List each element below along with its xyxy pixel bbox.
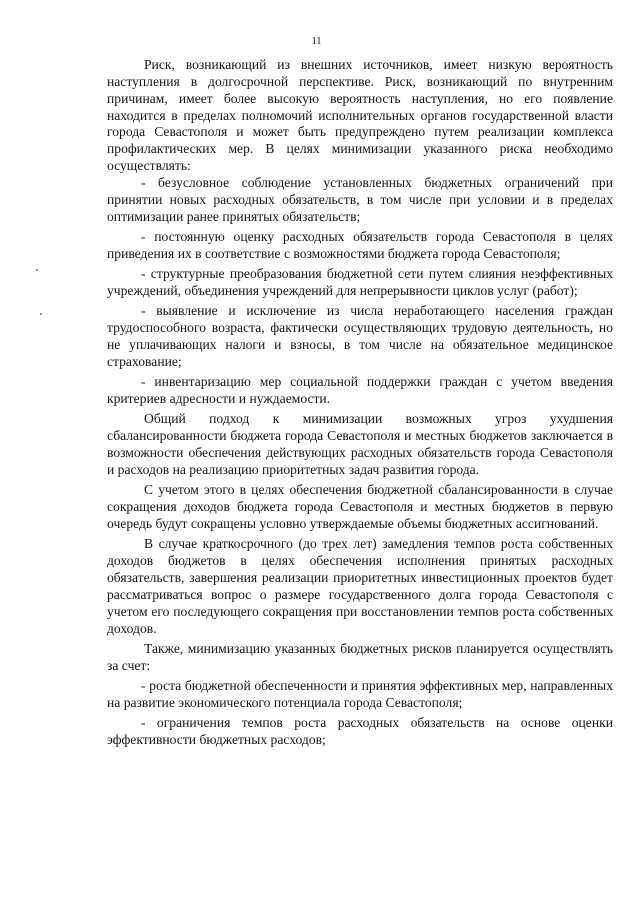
paragraph-budget-balance: С учетом этого в целях обеспечения бюджетной сбалансированности в случае сокращения доходов бюджета города Севастополя и местных бюджетов в первую очередь будут сокращены условно утверждаемые объемы бюджетных ассигнований.: [107, 482, 613, 531]
paragraph-risk-sources: Риск, возникающий из внешних источников, имеет низкую вероятность наступления в долгосрочной перспективе. Риск, возникающий по внутренним причинам, имеет более высокую вероятность наступления, но его появление находится в пределах полномочий исполнительных органов государственной власти города Севастополя и может быть предупреждено путем реализации комплекса профилактических мер. В целях минимизации указанного риска необходимо осуществлять:: [107, 57, 613, 174]
page-number: 11: [311, 36, 322, 47]
scan-speck: [36, 269, 38, 271]
paragraph-general-approach: Общий подход к минимизации возможных угроз ухудшения сбалансированности бюджета города Севастополя и местных бюджетов заключается в возможности обеспечения действующих расходных обязательств города Севастополя и расходов на реализацию приоритетных задач развития города.: [107, 411, 613, 477]
paragraph-minimization-means: Также, минимизацию указанных бюджетных рисков планируется осуществлять за счет:: [107, 640, 613, 673]
list-item-budget-limits: - безусловное соблюдение установленных бюджетных ограничений при принятии новых расходных обязательств, в том числе при условии и в пределах оптимизации ранее принятых обязательств;: [107, 174, 613, 224]
list-item-expense-growth-limits: - ограничения темпов роста расходных обязательств на основе оценки эффективности бюджетных расходов;: [107, 715, 613, 748]
paragraph-short-term-slowdown: В случае краткосрочного (до трех лет) замедления темпов роста собственных доходов бюджетов в целях обеспечения исполнения принятых расходных обязательств, завершения реализации приоритетных инвестиционных проектов будет рассматриваться вопрос о размере государственного долга города Севастополя с учетом его последующего сокращения при восстановлении темпов роста собственных доходов.: [107, 536, 613, 636]
list-item-obligations-assessment: - постоянную оценку расходных обязательств города Севастополя в целях приведения их в соответствие с возможностями бюджета города Севастополя;: [107, 228, 613, 261]
list-item-social-support-inventory: - инвентаризацию мер социальной поддержки граждан с учетом введения критериев адресности и нуждаемости.: [107, 374, 613, 407]
list-item-budget-provision-growth: - роста бюджетной обеспеченности и принятия эффективных мер, направленных на развитие экономического потенциала города Севастополя;: [107, 678, 613, 710]
document-body: [107, 57, 613, 749]
list-item-unemployed-identification: - выявление и исключение из числа неработающего населения граждан трудоспособного возраста, фактически осуществляющих трудовую деятельность, но не уплачивающих налоги и взносы, в том числе на обязательное медицинское страхование;: [107, 303, 613, 369]
list-item-structural-changes: - структурные преобразования бюджетной сети путем слияния неэффективных учреждений, объединения учреждений для непрерывности циклов услуг (работ);: [107, 266, 613, 298]
scan-speck: [40, 313, 42, 315]
